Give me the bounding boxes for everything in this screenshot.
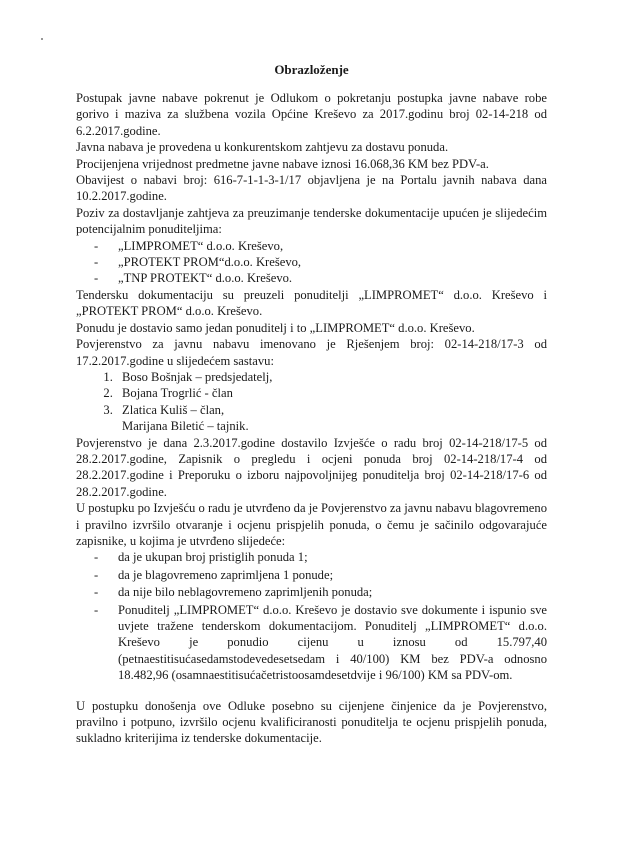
finding-item: - da je blagovremeno zaprimljena 1 ponude; — [94, 567, 547, 583]
intro-paragraph: Javna nabava je provedena u konkurentskom zahtjevu za dostavu ponuda. — [76, 140, 449, 155]
document-title: Obrazloženje — [274, 62, 349, 77]
middle-paragraph: Ponudu je dostavio samo jedan ponuditelj i to „LIMPROMET“ d.o.o. Kreševo. — [76, 320, 475, 335]
finding-item: - Ponuditelj „LIMPROMET“ d.o.o. Kreševo je dostavio sve dokumente i ispunio sve uvjete tražene tenderskom dokumentacijom. Ponuditelj „LIMPROMET“ d.o.o. Kreševo je ponudio cijenu u iznosu od 15.797,40 (petnaestitisućasedamstodevedesetsedam i 40/100) KM bez PDV-a odnosno 18.482,96 (osamnaestitisućačetristoosamdesetdvije i 96/100) KM sa PDV-om. — [94, 602, 547, 684]
intro-paragraph: Poziv za dostavljanje zahtjeva za preuzimanje tenderske dokumentacije upućen je slijedećim potencijalnim ponuditeljima: — [76, 205, 547, 237]
intro-paragraph: Procijenjena vrijednost predmetne javne nabave iznosi 16.068,36 KM bez PDV-a. — [76, 156, 489, 171]
middle-paragraph: Tendersku dokumentaciju su preuzeli ponuditelji „LIMPROMET“ d.o.o. Kreševo i „PROTEKT PROM“ d.o.o. Kreševo. — [76, 287, 547, 319]
bidder-list — [76, 238, 547, 287]
closing-paragraph: U postupku donošenja ove Odluke posebno su cijenjene činjenice da je Povjerenstvo, pravilno i potpuno, izvršilo ocjenu kvalificiranosti ponuditelja te ocjenu prispjelih ponuda, sukladno kriterijima iz tenderske dokumentacije. — [76, 698, 547, 746]
finding-item: - da je ukupan broj pristiglih ponuda 1; — [94, 549, 547, 565]
scan-speck — [41, 38, 43, 40]
bidder-item: - „LIMPROMET“ d.o.o. Kreševo, — [94, 238, 547, 254]
committee-member: 2. Bojana Trogrlić - član — [116, 385, 547, 401]
findings-list — [76, 549, 547, 683]
intro-paragraph: Obavijest o nabavi broj: 616-7-1-1-3-1/17 objavljena je na Portalu javnih nabava dana 10.2.2017.godine. — [76, 173, 547, 204]
bidder-item: - „TNP PROTEKT“ d.o.o. Kreševo. — [94, 270, 547, 286]
committee-member: 1. Boso Bošnjak – predsjedatelj, — [116, 369, 547, 385]
committee-member: 3. Zlatica Kuliš – član, — [116, 402, 547, 418]
report-paragraph: Povjerenstvo je dana 2.3.2017.godine dostavilo Izvješće o radu broj 02-14-218/17-5 od 28.2.2017.godine, Zapisnik o pregledu i ocjeni ponuda broj 02-14-218/17-4 od 28.2.2017.godine i Preporuku o izboru najpovoljnijeg ponuditelja broj 02-14-218/17-6 od 28.2.2017.godine. — [76, 435, 547, 499]
committee-secretary: Marijana Biletić – tajnik. — [122, 419, 249, 434]
report-paragraph: U postupku po Izvješću o radu je utvrđeno da je Povjerenstvo za javnu nabavu blagovremeno i pravilno izvršilo otvaranje i ocjenu prispjelih ponuda, o čemu je sačinilo odgovarajuće zapisnike, u kojima je utvrđeno slijedeće: — [76, 501, 547, 548]
middle-paragraph: Povjerenstvo za javnu nabavu imenovano je Rješenjem broj: 02-14-218/17-3 od 17.2.2017.godine u slijedećem sastavu: — [76, 337, 547, 368]
bidder-item: - „PROTEKT PROM“d.o.o. Kreševo, — [94, 254, 547, 270]
finding-item: - da nije bilo neblagovremeno zaprimljenih ponuda; — [94, 584, 547, 600]
intro-paragraph: Postupak javne nabave pokrenut je Odlukom o pokretanju postupka javne nabave robe gorivo i maziva za službena vozila Općine Kreševo za 2017.godinu broj 02-14-218 od 6.2.2017.godine. — [76, 91, 547, 138]
committee-member-list — [76, 369, 547, 418]
